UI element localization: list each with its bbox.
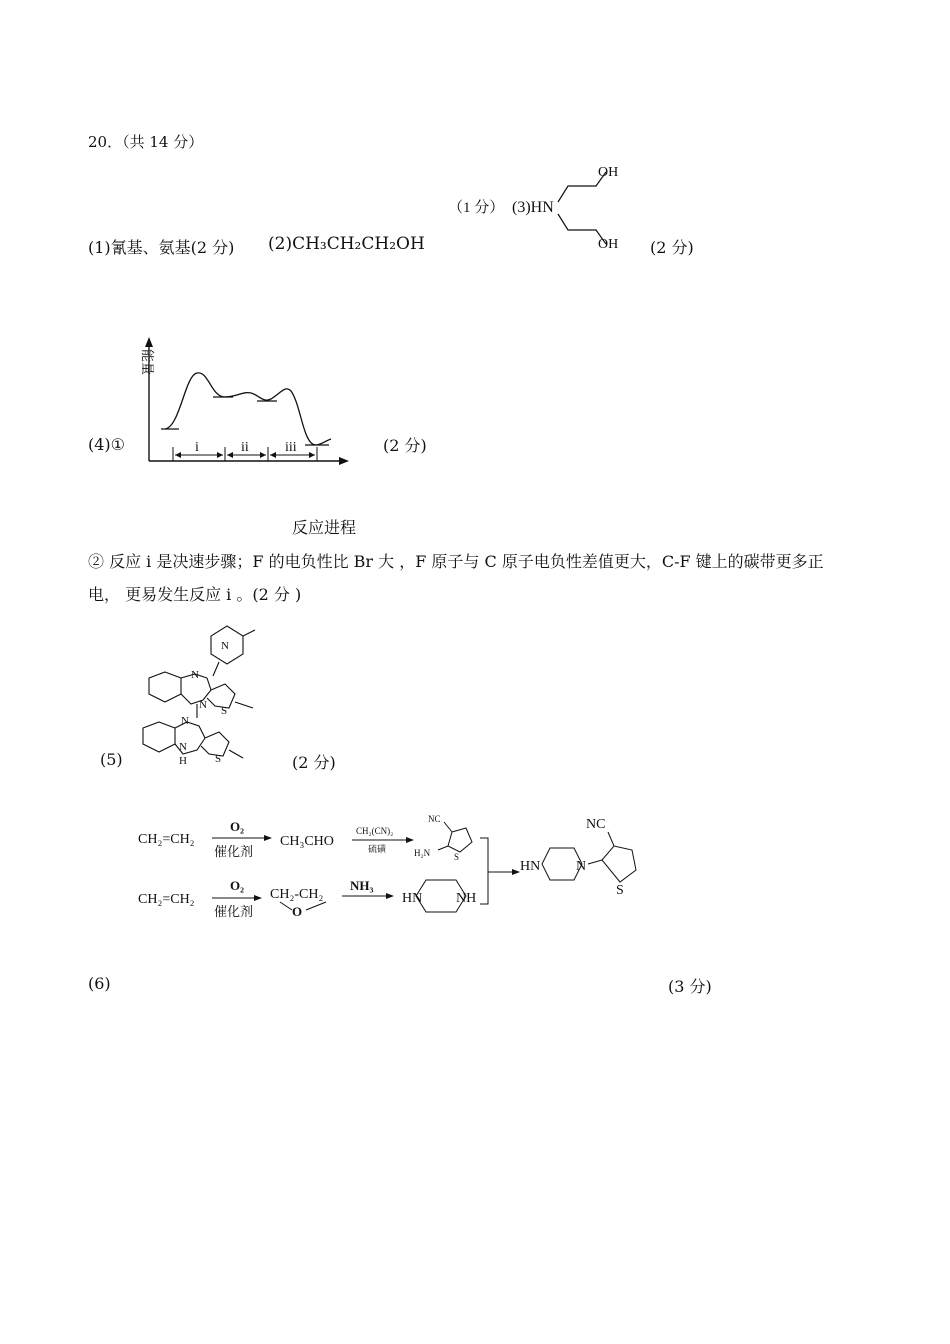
segment-i: i bbox=[195, 440, 199, 455]
part5-score: (2 分) bbox=[292, 753, 336, 772]
atom-n-top: N bbox=[221, 640, 229, 652]
atom-s-bottom: S bbox=[215, 753, 222, 765]
part1-answer: (1)氰基、氨基(2 分) bbox=[88, 238, 235, 257]
part3-score-before: （1 分） bbox=[448, 200, 505, 216]
part6-label: (6) bbox=[88, 974, 111, 993]
part4-explanation-2: 电， 更易发生反应 i 。(2 分 ) bbox=[88, 585, 302, 604]
final-hn: HN bbox=[520, 859, 541, 874]
atom-h: H bbox=[179, 755, 187, 767]
row1-product-nc: NC bbox=[428, 814, 441, 824]
row2-start: CH₂=CH₂ bbox=[138, 892, 195, 907]
final-n: N bbox=[576, 859, 587, 874]
row1-reagent1-top: O₂ bbox=[230, 819, 245, 834]
part4-explanation-1: ② 反应 i 是决速步骤；F 的电负性比 Br 大 ，F 原子与 C 原子电负性差值更大，C-F 键上的碳带更多正 bbox=[88, 552, 824, 571]
x-axis-label: 反应进程 bbox=[292, 518, 357, 537]
atom-n-bottom-ring: N bbox=[179, 741, 187, 753]
part6-score: (3 分) bbox=[668, 977, 712, 996]
atom-s-top: S bbox=[221, 705, 228, 717]
diethanolamine-structure bbox=[440, 158, 640, 258]
row1-reagent2-bottom: 硫磺 bbox=[368, 844, 387, 854]
energy-curve bbox=[165, 373, 331, 445]
row1-intermediate: CH₃CHO bbox=[280, 834, 334, 849]
row1-product-h2n: H₂N bbox=[414, 848, 431, 858]
part4-label: (4)① bbox=[88, 435, 126, 454]
row2-reagent1-bottom: 催化剂 bbox=[214, 904, 254, 919]
row2-epoxide: CH₂-CH₂ bbox=[270, 887, 324, 902]
row2-piperazine-right: NH bbox=[456, 891, 477, 906]
segment-iii: iii bbox=[285, 440, 297, 455]
oh-bottom: OH bbox=[598, 237, 619, 252]
segment-ii: ii bbox=[241, 440, 249, 455]
atom-n-mid: N bbox=[191, 669, 199, 681]
final-s: S bbox=[616, 883, 624, 898]
row2-epoxide-o: O bbox=[292, 904, 303, 919]
part3-score: (2 分) bbox=[650, 238, 694, 257]
row2-reagent2-top: NH₃ bbox=[350, 878, 374, 893]
part4-score: (2 分) bbox=[383, 436, 427, 455]
part3-label: (3)HN bbox=[512, 199, 554, 216]
oh-top: OH bbox=[598, 165, 619, 180]
row1-start: CH₂=CH₂ bbox=[138, 832, 195, 847]
row1-reagent2-top: CH₂(CN)₂ bbox=[356, 826, 394, 836]
part5-structure bbox=[135, 618, 275, 768]
final-nc: NC bbox=[586, 817, 606, 832]
row1-product-s: S bbox=[454, 852, 460, 862]
y-axis-label: 能量 bbox=[140, 349, 155, 376]
energy-profile-chart bbox=[125, 335, 355, 475]
question-number: 20．（共 14 分） bbox=[88, 133, 204, 151]
row2-reagent1-top: O₂ bbox=[230, 878, 245, 893]
row1-reagent1-bottom: 催化剂 bbox=[214, 844, 254, 859]
atom-n-bottom: N bbox=[181, 715, 189, 727]
part2-answer: (2)CH₃CH₂CH₂OH bbox=[268, 234, 425, 254]
atom-n-ring: N bbox=[199, 699, 207, 711]
part5-label: (5) bbox=[100, 750, 123, 769]
final-product-structure bbox=[520, 810, 660, 900]
row2-piperazine-left: HN bbox=[402, 891, 423, 906]
